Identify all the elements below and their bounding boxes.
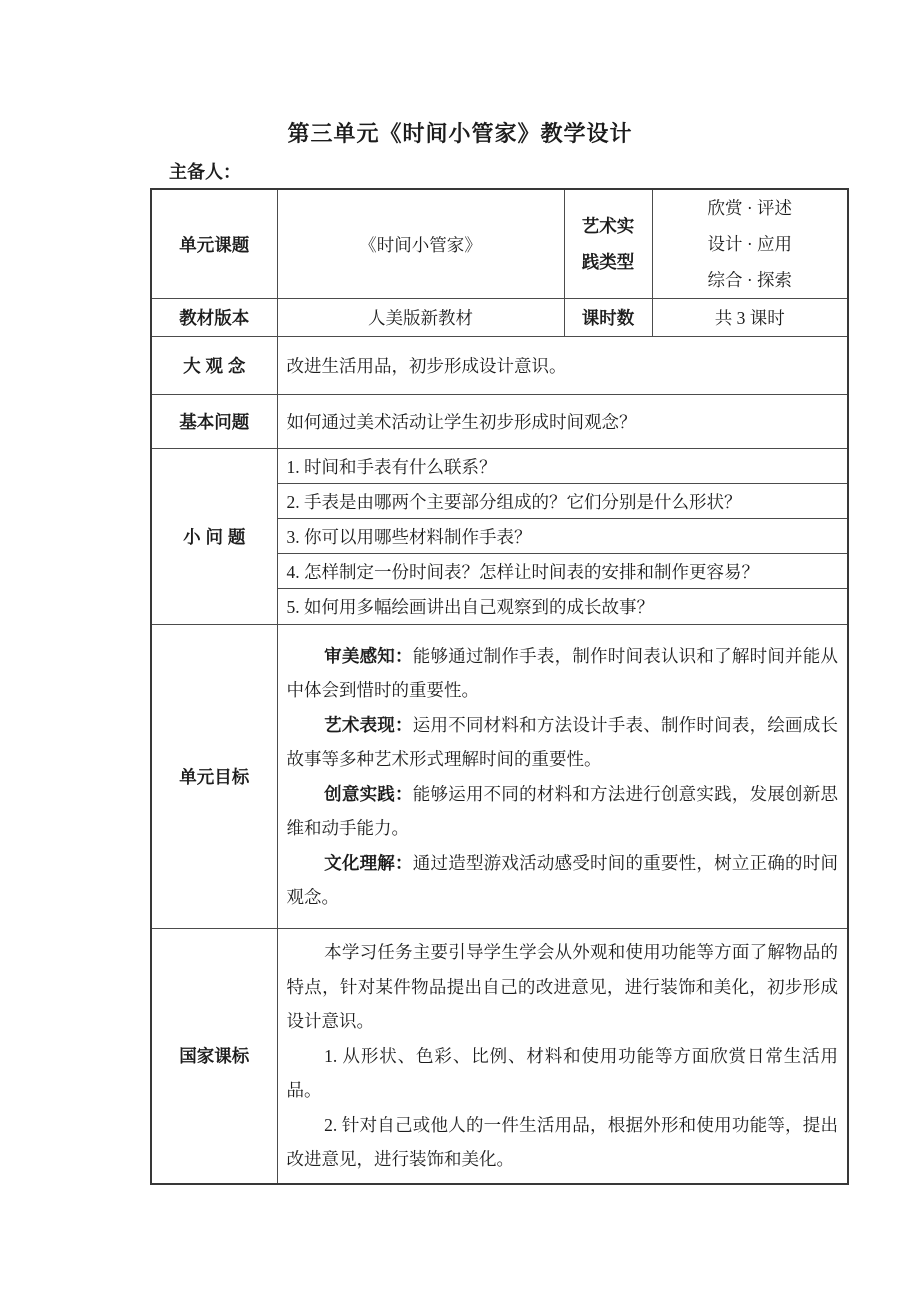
row-national-standards: [151, 929, 848, 1184]
hours-value: 共 3 课时: [652, 299, 848, 337]
standards-paragraph: 本学习任务主要引导学生学会从外观和使用功能等方面了解物品的特点，针对某件物品提出自己的改进意见，进行装饰和美化，初步形成设计意识。: [286, 942, 838, 1031]
sub-questions-label: 小 问 题: [151, 449, 277, 625]
big-idea-value: 改进生活用品，初步形成设计意识。: [277, 337, 848, 395]
essential-question-value: 如何通过美术活动让学生初步形成时间观念？: [277, 395, 848, 449]
unit-goals-label: 单元目标: [151, 625, 277, 929]
goal-text: 通过造型游戏活动感受时间的重要性，树立正确的时间观念。: [286, 852, 839, 907]
goal-lead-aesthetic: 审美感知：: [324, 645, 413, 666]
sub-question-item: 1. 时间和手表有什么联系？: [277, 449, 848, 484]
row-sub-question: [151, 449, 848, 484]
row-edition: [151, 299, 848, 337]
prepared-by-label: 主备人：: [169, 162, 241, 182]
practice-type-item: 综合 · 探索: [707, 270, 793, 290]
unit-goal-paragraph: [287, 846, 839, 915]
unit-topic-value: 《时间小管家》: [277, 189, 564, 299]
goal-lead-culture: 文化理解：: [324, 852, 413, 873]
sub-question-item: 3. 你可以用哪些材料制作手表？: [277, 519, 848, 554]
goal-text: 运用不同材料和方法设计手表、制作时间表，绘画成长故事等多种艺术形式理解时间的重要性。: [286, 714, 839, 769]
unit-goals-content: [277, 625, 848, 929]
practice-type-item: 欣赏 · 评述: [707, 198, 793, 218]
big-idea-label: 大 观 念: [151, 337, 277, 395]
edition-label: 教材版本: [151, 299, 277, 337]
practice-type-item: 设计 · 应用: [707, 234, 793, 254]
practice-type-list: [652, 189, 848, 299]
standards-paragraph: 1. 从形状、色彩、比例、材料和使用功能等方面欣赏日常生活用品。: [286, 1045, 838, 1100]
unit-goal-paragraph: [287, 777, 839, 846]
standards-paragraph: 2. 针对自己或他人的一件生活用品，根据外形和使用功能等，提出改进意见，进行装饰和美化。: [286, 1114, 838, 1169]
unit-topic-label: 单元课题: [151, 189, 277, 299]
unit-goal-paragraph: [287, 708, 839, 777]
row-essential-question: [151, 395, 848, 449]
edition-value: 人美版新教材: [277, 299, 564, 337]
goal-text: 能够运用不同的材料和方法进行创意实践，发展创新思维和动手能力。: [286, 783, 839, 838]
row-unit-goals: [151, 625, 848, 929]
goal-text: 能够通过制作手表，制作时间表认识和了解时间并能从中体会到惜时的重要性。: [286, 645, 839, 700]
page-title: 第三单元《时间小管家》教学设计: [287, 121, 633, 146]
hours-label: 课时数: [564, 299, 652, 337]
sub-question-item: 2. 手表是由哪两个主要部分组成的？它们分别是什么形状？: [277, 484, 848, 519]
essential-question-label: 基本问题: [151, 395, 277, 449]
sub-question-item: 4. 怎样制定一份时间表？怎样让时间表的安排和制作更容易？: [277, 554, 848, 589]
national-standards-content: [277, 929, 848, 1184]
unit-design-table: [150, 188, 849, 1185]
unit-goal-paragraph: [287, 639, 839, 708]
practice-type-label: 艺术实践类型: [564, 189, 652, 299]
goal-lead-expression: 艺术表现：: [324, 714, 413, 735]
national-standards-label: 国家课标: [151, 929, 277, 1184]
row-unit-topic: [151, 189, 848, 299]
sub-question-item: 5. 如何用多幅绘画讲出自己观察到的成长故事？: [277, 589, 848, 625]
goal-lead-creative: 创意实践：: [324, 783, 413, 804]
row-big-idea: [151, 337, 848, 395]
